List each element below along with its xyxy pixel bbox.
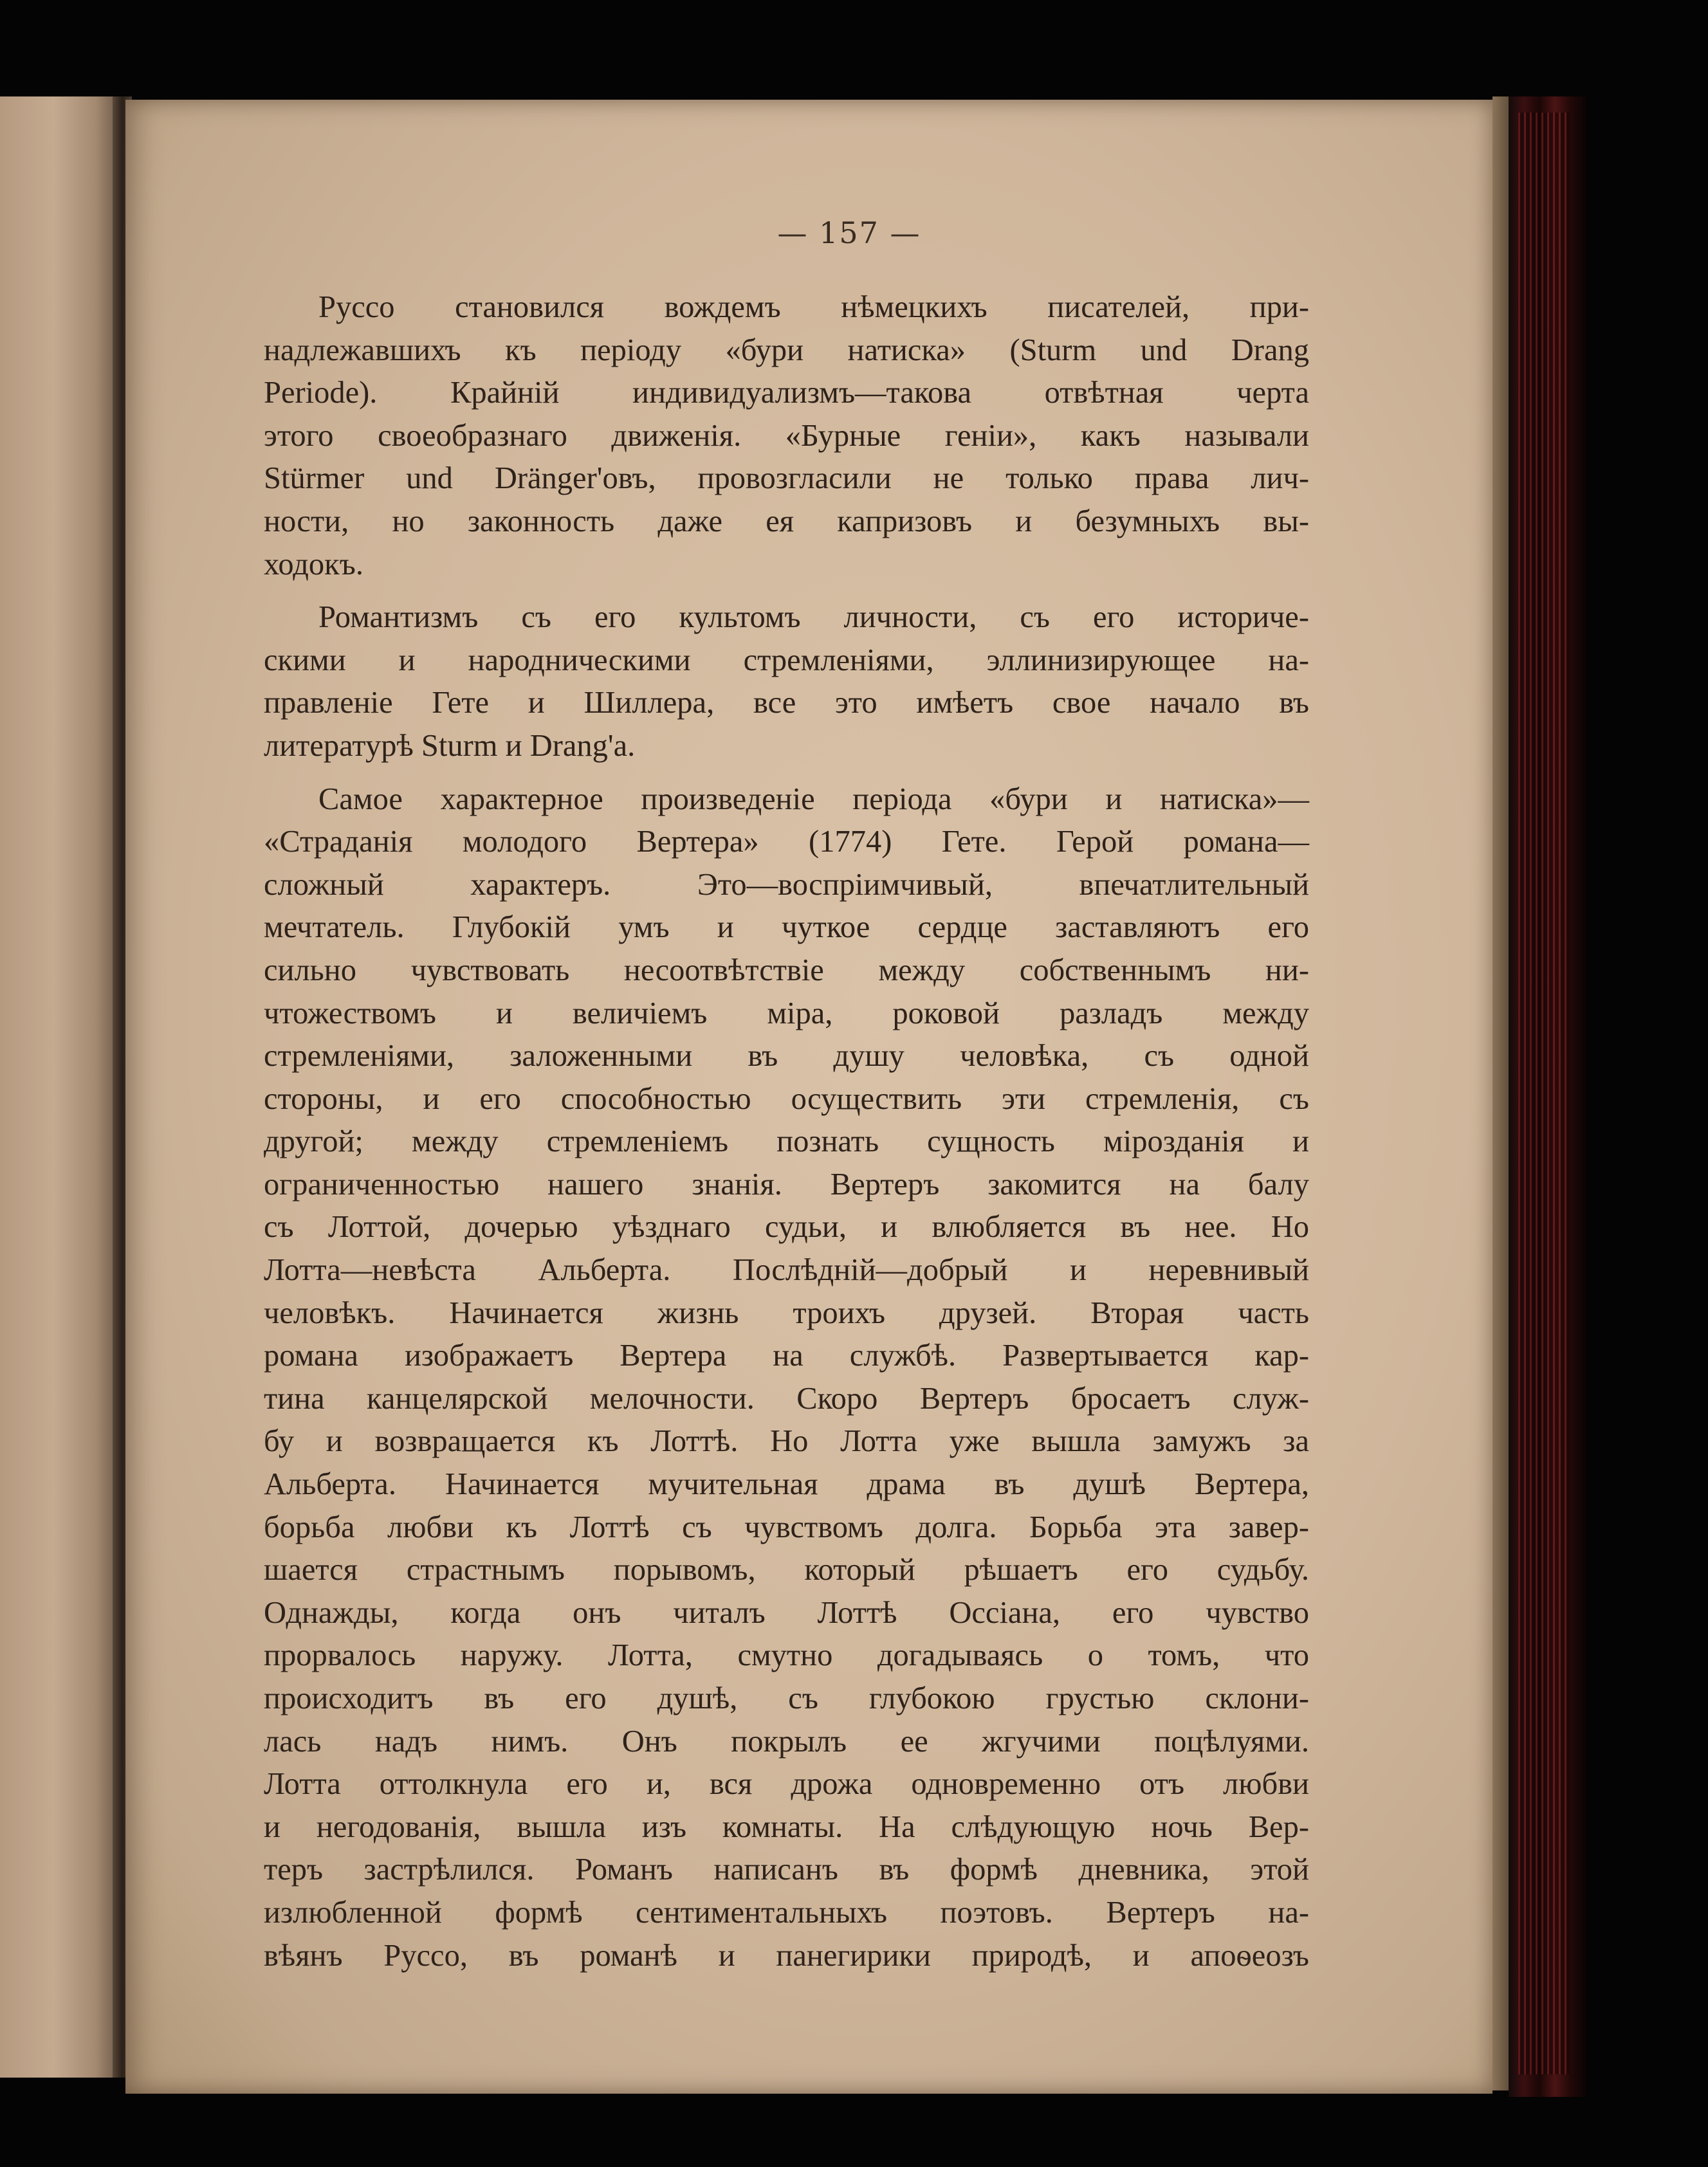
text-line: правленіе Гете и Шиллера, все это имѣетъ свое начало въ [264,686,1309,720]
page-text [264,286,1309,1977]
text-line: человѣкъ. Начинается жизнь троихъ друзей. Вторая часть [264,1295,1309,1330]
paragraph-1 [264,286,1309,586]
text-line: борьба любви къ Лоттѣ съ чувствомъ долга. Борьба эта завер- [264,1510,1309,1544]
text-line: теръ застрѣлился. Романъ написанъ въ формѣ дневника, этой [264,1852,1309,1887]
text-line: романа изображаетъ Вертера на службѣ. Развертывается кар- [264,1339,1309,1373]
text-line: Альберта. Начинается мучительная драма въ душѣ Вертера, [264,1467,1309,1502]
paragraph-3 [264,778,1309,1978]
text-line: стремленіями, заложенными въ душу человѣка, съ одной [264,1039,1309,1074]
text-line: Лотта—невѣста Альберта. Послѣдній—добрый и неревнивый [264,1253,1309,1288]
text-line: Однажды, когда онъ читалъ Лоттѣ Оссіана, его чувство [264,1595,1309,1630]
text-line: надлежавшихъ къ періоду «бури натиска» (Sturm und Drang [264,333,1309,367]
text-line: прорвалось наружу. Лотта, смутно догадываясь о томъ, что [264,1638,1309,1673]
text-line: Periode). Крайній индивидуализмъ—такова отвѣтная черта [264,376,1309,410]
text-line: Самое характерное произведеніе періода «бури и натиска»— [318,782,1309,816]
text-line: Романтизмъ съ его культомъ личности, съ его историче- [318,600,1309,635]
page-number: — 157 — [777,215,921,250]
text-line: стороны, и его способностью осуществить эти стремленія, съ [264,1081,1309,1116]
text-line: сильно чувствовать несоотвѣтствіе между собственнымъ ни- [264,953,1309,987]
paragraph-2 [264,596,1309,767]
text-line: другой; между стремленіемъ познать сущность мірозданія и [264,1124,1309,1159]
text-line: шается страстнымъ порывомъ, который рѣшаетъ его судьбу. [264,1553,1309,1587]
cover-spine-lines [1518,113,1570,2074]
text-line: лась надъ нимъ. Онъ покрылъ ее жгучими поцѣлуями. [264,1724,1309,1759]
text-line: Руссо становился вождемъ нѣмецкихъ писателей, при- [318,290,1309,324]
text-line: тина канцелярской мелочности. Скоро Вертеръ бросаетъ служ- [264,1381,1309,1416]
text-line: мечтатель. Глубокій умъ и чуткое сердце заставляютъ его [264,910,1309,945]
text-line: ограниченностью нашего знанія. Вертеръ закомится на балу [264,1167,1309,1202]
text-line: ходокъ. [264,547,363,581]
text-line: литературѣ Sturm и Drang'а. [264,728,636,763]
text-line: скими и народническими стремленіями, эллинизирующее на- [264,643,1309,677]
text-line: вѣянъ Руссо, въ романѣ и панегирики природѣ, и апоѳеозъ [264,1938,1309,1973]
text-line: ности, но законность даже ея капризовъ и безумныхъ вы- [264,504,1309,538]
previous-page-edge [0,96,119,2078]
text-line: Лотта оттолкнула его и, вся дрожа одновременно отъ любви [264,1767,1309,1802]
text-line: и негодованія, вышла изъ комнаты. На слѣдующую ночь Вер- [264,1809,1309,1844]
text-line: бу и возвращается къ Лоттѣ. Но Лотта уже вышла замужъ за [264,1424,1309,1459]
text-line: Stürmer und Dränger'овъ, провозгласили не только права лич- [264,461,1309,496]
text-line: происходитъ въ его душѣ, съ глубокою грустью склони- [264,1681,1309,1715]
text-line: этого своеобразнаго движенія. «Бурные геніи», какъ называли [264,418,1309,453]
text-line: сложный характеръ. Это—воспріимчивый, впечатлительный [264,867,1309,902]
text-line: съ Лоттой, дочерью уѣзднаго судьи, и влюбляется въ нее. Но [264,1210,1309,1245]
text-line: чтожествомъ и величіемъ міра, роковой разладъ между [264,996,1309,1030]
text-line: «Страданія молодого Вертера» (1774) Гете. Герой романа— [264,825,1309,859]
text-line: излюбленной формѣ сентиментальныхъ поэтовъ. Вертеръ на- [264,1895,1309,1930]
